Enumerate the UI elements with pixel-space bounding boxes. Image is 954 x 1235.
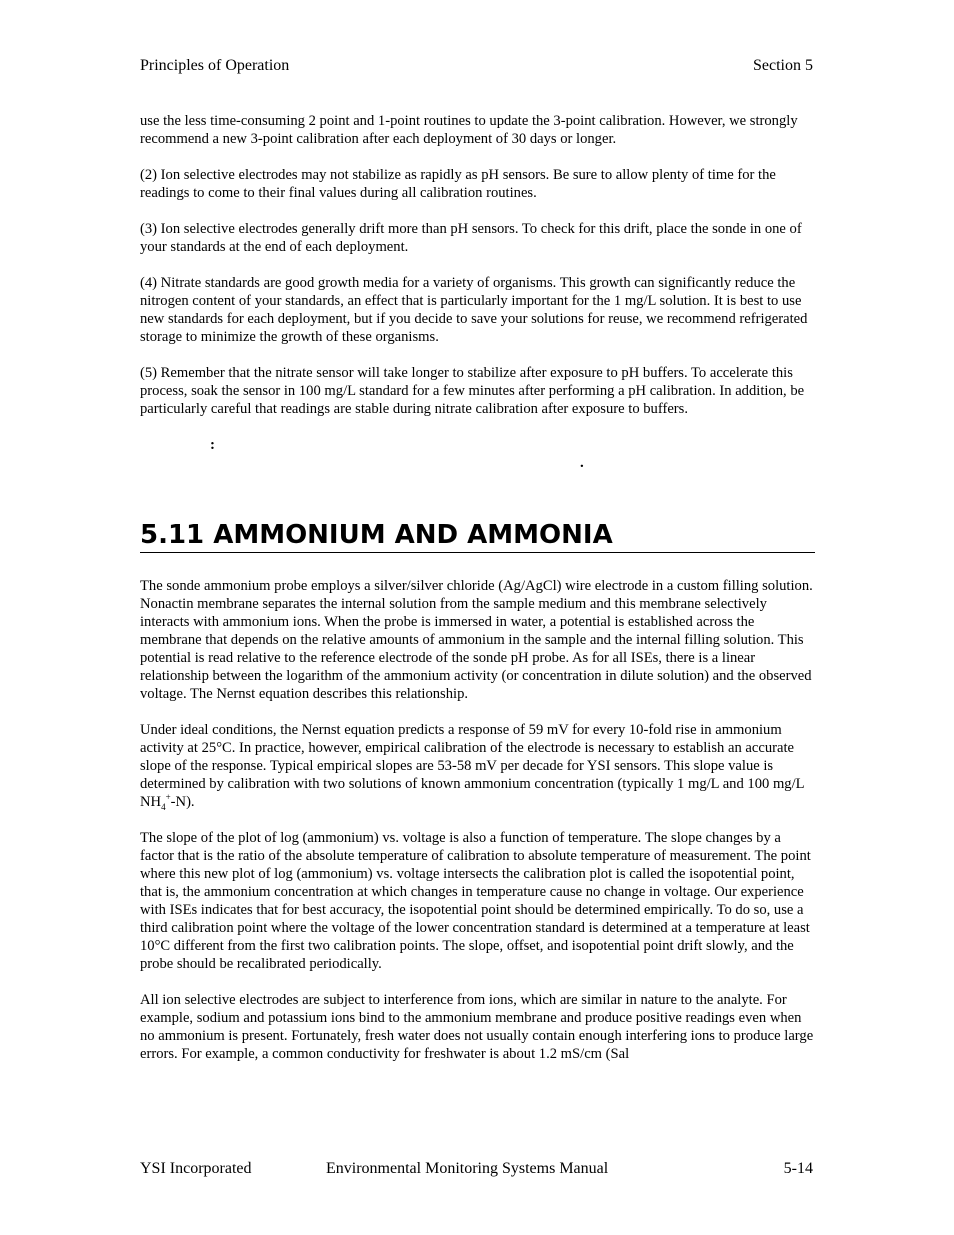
stray-marks (140, 436, 815, 496)
nh4-superscript: + (165, 792, 171, 803)
nh4-subscript: 4 (161, 801, 166, 812)
header-chapter: Principles of Operation (140, 57, 290, 74)
footer-company: YSI Incorporated (140, 1160, 252, 1177)
paragraph-nernst (140, 721, 815, 811)
header-section: Section 5 (753, 57, 813, 74)
colon-mark: : (210, 437, 215, 453)
paragraph-drift: (3) Ion selective electrodes generally drift more than pH sensors. To check for this drift, place the sonde in one of your standards at the end of each deployment. (140, 221, 802, 255)
dot-mark: . (580, 455, 584, 471)
paragraph-nitrate-standards: (4) Nitrate standards are good growth media for a variety of organisms. This growth can significantly reduce the nitrogen content of your standards, an effect that is particularly important for the 1 mg/L solution. It is best to use new standards for each deployment, but if you decide to save your solutions for reuse, we recommend refrigerated storage to minimize the growth of these organisms. (140, 275, 808, 345)
paragraph-ammonium-probe: The sonde ammonium probe employs a silver/silver chloride (Ag/AgCl) wire electrode in a custom filling solution. Nonactin membrane separates the internal solution from the sample medium and this membrane selectively interacts with ammonium ions. When the probe is immersed in water, a potential is established across the membrane that depends on the relative amounts of ammonium in the sample and the internal filling solution. This potential is read relative to the reference electrode of the sonde pH probe. As for all ISEs, there is a linear relationship between the logarithm of the ammonium activity (or concentration in dilute solution) and the observed voltage. The Nernst equation describes this relationship. (140, 578, 813, 702)
footer-manual-title: Environmental Monitoring Systems Manual (326, 1160, 609, 1177)
page-content (140, 112, 815, 1081)
paragraph-interference: All ion selective electrodes are subject to interference from ions, which are similar in nature to the analyte. For example, sodium and potassium ions bind to the ammonium membrane and produce positive readings even when no ammonium is present. Fortunately, fresh water does not usually contain enough interfering ions to produce large errors. For example, a common conductivity for freshwater is about 1.2 mS/cm (Sal (140, 992, 814, 1062)
section-title: 5.11 AMMONIUM AND AMMONIA (140, 520, 815, 553)
paragraph-nitrate-buffers: (5) Remember that the nitrate sensor will take longer to stabilize after exposure to pH buffers. To accelerate this process, soak the sensor in 100 mg/L standard for a few minutes after performing a pH calibration. In addition, be particularly careful that readings are stable during nitrate calibration after exposure to buffers. (140, 365, 805, 417)
paragraph-calibration-routines: use the less time-consuming 2 point and 1-point routines to update the 3-point calibration. However, we strongly recommend a new 3-point calibration after each deployment of 30 days or longer. (140, 113, 798, 147)
footer-page-number: 5-14 (783, 1160, 813, 1177)
nernst-text-end: -N). (170, 794, 195, 810)
nernst-text: Under ideal conditions, the Nernst equation predicts a response of 59 mV for every 10-fold rise in ammonium activity at 25°C. In practice, however, empirical calibration of the electrode is necessary to establish an accurate slope of the response. Typical empirical slopes are 53-58 mV per decade for YSI sensors. This slope value is determined by calibration with two solutions of known ammonium concentration (typically 1 mg/L and 100 mg/L NH (140, 722, 805, 810)
paragraph-stabilize: (2) Ion selective electrodes may not stabilize as rapidly as pH sensors. Be sure to allow plenty of time for the readings to come to their final values during all calibration routines. (140, 167, 776, 201)
paragraph-isopotential: The slope of the plot of log (ammonium) vs. voltage is also a function of temperature. The slope changes by a factor that is the ratio of the absolute temperature of calibration to absolute temperature of measurement. The point where this new plot of log (ammonium) vs. voltage intersects the calibration plot is called the isopotential point, that is, the ammonium concentration at which changes in temperature cause no change in voltage. Our experience with ISEs indicates that for best accuracy, the isopotential point should be determined empirically. To do so, use a third calibration point where the voltage of the lower concentration standard is determined at a temperature at least 10°C different from the first two calibration points. The slope, offset, and isopotential point drift slowly, and the probe should be recalibrated periodically. (140, 830, 811, 972)
